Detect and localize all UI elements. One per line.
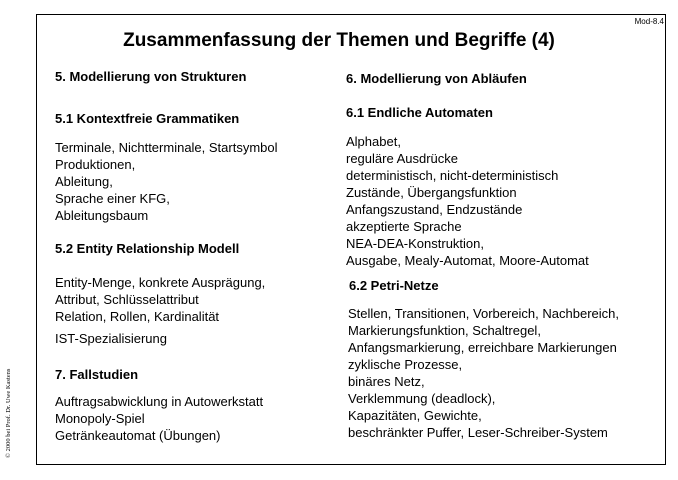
list-item: Zustände, Übergangsfunktion: [346, 185, 517, 200]
list-item: zyklische Prozesse,: [348, 357, 463, 372]
section-6-2-heading: 6.2 Petri-Netze: [349, 278, 439, 293]
list-item: Terminale, Nichtterminale, Startsymbol: [55, 140, 278, 155]
list-item: Ausgabe, Mealy-Automat, Moore-Automat: [346, 253, 589, 268]
list-item: NEA-DEA-Konstruktion,: [346, 236, 484, 251]
section-5-1-heading: 5.1 Kontextfreie Grammatiken: [55, 111, 240, 126]
page-title: Zusammenfassung der Themen und Begriffe (4): [123, 30, 555, 51]
list-item: beschränkter Puffer, Leser-Schreiber-System: [348, 425, 608, 440]
list-item: Relation, Rollen, Kardinalität: [55, 309, 220, 324]
copyright-notice: © 2000 bei Prof. Dr. Uwe Kastens: [5, 368, 12, 458]
list-item: Kapazitäten, Gewichte,: [348, 408, 482, 423]
section-5-1-list: [55, 139, 278, 224]
list-item: akzeptierte Sprache: [346, 219, 462, 234]
list-item: deterministisch, nicht-deterministisch: [346, 168, 559, 183]
list-item: Ableitung,: [55, 174, 113, 189]
list-item: Attribut, Schlüsselattribut: [55, 292, 199, 307]
list-item: Entity-Menge, konkrete Ausprägung,: [55, 275, 266, 290]
section-5-heading: 5. Modellierung von Strukturen: [55, 69, 247, 84]
list-item: Alphabet,: [346, 134, 401, 149]
list-item: Auftragsabwicklung in Autowerkstatt: [55, 394, 264, 409]
section-6-2-list: [348, 305, 619, 441]
section-5-2-heading: 5.2 Entity Relationship Modell: [55, 241, 240, 256]
section-5-2-extra: IST-Spezialisierung: [55, 331, 167, 346]
list-item: Getränkeautomat (Übungen): [55, 428, 221, 443]
section-6-heading: 6. Modellierung von Abläufen: [346, 71, 527, 86]
section-6-1-heading: 6.1 Endliche Automaten: [346, 105, 493, 120]
section-6-1-list: [346, 133, 589, 269]
list-item: Markierungsfunktion, Schaltregel,: [348, 323, 541, 338]
list-item: Anfangszustand, Endzustände: [346, 202, 523, 217]
list-item: binäres Netz,: [348, 374, 425, 389]
list-item: Monopoly-Spiel: [55, 411, 145, 426]
list-item: Stellen, Transitionen, Vorbereich, Nachbereich,: [348, 306, 619, 321]
list-item: Verklemmung (deadlock),: [348, 391, 496, 406]
list-item: Anfangsmarkierung, erreichbare Markierungen: [348, 340, 617, 355]
list-item: Produktionen,: [55, 157, 136, 172]
section-7-heading: 7. Fallstudien: [55, 367, 139, 382]
list-item: Sprache einer KFG,: [55, 191, 170, 206]
list-item: Ableitungsbaum: [55, 208, 149, 223]
section-7-list: [55, 393, 263, 444]
section-5-2-list: [55, 274, 265, 325]
page-id: Mod-8.4: [634, 17, 664, 26]
list-item: reguläre Ausdrücke: [346, 151, 459, 166]
